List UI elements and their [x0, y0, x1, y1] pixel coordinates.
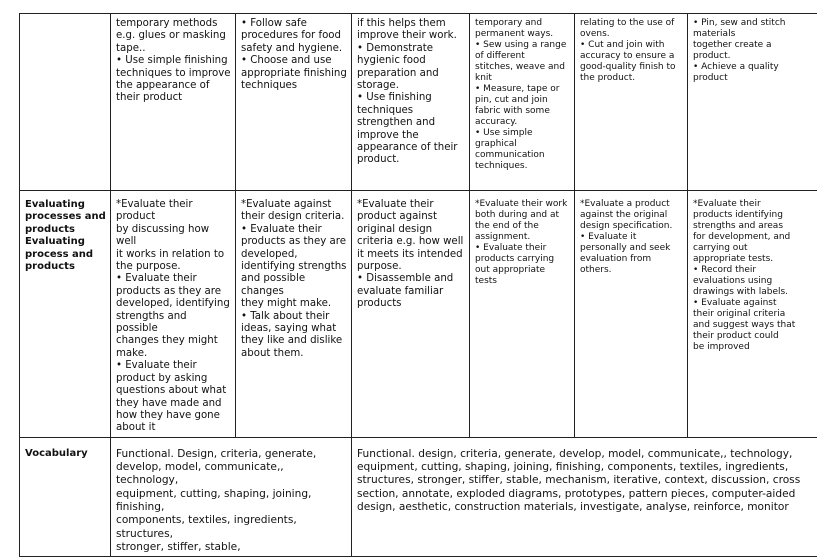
cell-line: product. [693, 51, 814, 62]
cell-line: about them. [241, 348, 347, 360]
cell-line: *Evaluate their [693, 199, 814, 210]
cell-line: assignment. [475, 232, 570, 243]
row-label-vocabulary [20, 437, 111, 556]
cell-line: *Evaluate their product [116, 199, 231, 224]
table-row-making-continued [20, 14, 817, 191]
cell-line: techniques [357, 105, 465, 117]
cell-line: • Evaluate their [475, 243, 570, 254]
cell-line: evaluation from [580, 254, 683, 265]
cell-line: carrying out [693, 243, 814, 254]
cell-line: stitches, weave and [475, 62, 570, 73]
cell-line: product by asking [116, 373, 231, 385]
cell-line: materials [693, 29, 814, 40]
cell-line: develop, model, communicate,, technology, [116, 461, 347, 488]
cell-line: products [357, 298, 465, 310]
cell-line: make. [116, 348, 231, 360]
cell-line: knit [475, 73, 570, 84]
cell-line: tape.. [116, 43, 231, 55]
cell-line: • Use simple [475, 128, 570, 139]
cell-line: their product could [693, 331, 814, 342]
cell-line: developed, identifying [116, 298, 231, 310]
row-label-evaluating [20, 191, 111, 438]
cell-line: products as they are [116, 286, 231, 298]
cell-line: good-quality finish to [580, 62, 683, 73]
cell-line: others. [580, 265, 683, 276]
cell-line: their original criteria [693, 309, 814, 320]
cell-line: temporary and [475, 18, 570, 29]
cell-line: techniques [241, 80, 347, 92]
cell-line: Vocabulary [25, 448, 106, 460]
cell-line: procedures for food [241, 30, 347, 42]
cell-line: it works in relation to [116, 249, 231, 261]
cell-line: design, aesthetic, construction materials, investigate, analyse, reinforce, monitor [357, 501, 814, 514]
cell-line: Evaluating [25, 199, 106, 211]
cell-line: developed, [241, 249, 347, 261]
cell-line: section, annotate, exploded diagrams, prototypes, pattern pieces, computer-aided [357, 488, 814, 501]
cell-line: of different [475, 51, 570, 62]
cell-line: appropriate tests. [693, 254, 814, 265]
cell-line: and possible changes [241, 273, 347, 298]
cell-line: processes and [25, 211, 106, 223]
cell-line: it meets its intended [357, 249, 465, 261]
cell-line: • Evaluate their [116, 273, 231, 285]
cell-line: • Sew using a range [475, 40, 570, 51]
cell-line: how they have gone [116, 410, 231, 422]
cell-line: storage. [357, 80, 465, 92]
cell-line: appropriate finishing [241, 68, 347, 80]
cell-line: • Evaluate their [241, 224, 347, 236]
cell-line: Functional. Design, criteria, generate, [116, 448, 347, 461]
cell-line: relating to the use of [580, 18, 683, 29]
cell-line: fabric with some [475, 106, 570, 117]
cell-line: the product. [580, 73, 683, 84]
cell-line: personally and seek [580, 243, 683, 254]
cell-line: drawings with labels. [693, 287, 814, 298]
cell-line: improve the [357, 130, 465, 142]
cell-line: • Follow safe [241, 18, 347, 30]
cell-line: • Record their [693, 265, 814, 276]
cell-line: process and [25, 249, 106, 261]
cell-line: *Evaluate their [357, 199, 465, 211]
cell-line: • Cut and join with [580, 40, 683, 51]
cell-line: • Talk about their [241, 311, 347, 323]
table-row-vocabulary [20, 437, 817, 556]
cell-line: *Evaluate against [241, 199, 347, 211]
cell-line: equipment, cutting, shaping, joining, finishing, components, textiles, ingredients, [357, 461, 814, 474]
cell-line: strengthen and [357, 117, 465, 129]
cell-making-col3 [352, 14, 470, 191]
cell-line: the end of the [475, 221, 570, 232]
cell-line: products identifying [693, 210, 814, 221]
cell-line: • Disassemble and [357, 273, 465, 285]
cell-line: products [25, 224, 106, 236]
cell-line: products [25, 261, 106, 273]
cell-line: and suggest ways that [693, 320, 814, 331]
cell-line: equipment, cutting, shaping, joining, finishing, [116, 488, 347, 515]
cell-line: temporary methods [116, 18, 231, 30]
cell-line: their design criteria. [241, 211, 347, 223]
cell-line: out appropriate [475, 265, 570, 276]
cell-line: Evaluating [25, 236, 106, 248]
cell-line: communication [475, 150, 570, 161]
cell-line: the appearance of [116, 80, 231, 92]
cell-line: original design [357, 224, 465, 236]
cell-line: products as they are [241, 236, 347, 248]
cell-line: e.g. glues or masking [116, 30, 231, 42]
cell-line: *Evaluate their work [475, 199, 570, 210]
cell-line: strengths and areas [693, 221, 814, 232]
cell-line: • Evaluate against [693, 298, 814, 309]
row-label-empty [20, 14, 111, 191]
cell-line: against the original [580, 210, 683, 221]
cell-line: design specification. [580, 221, 683, 232]
cell-line: hygienic food [357, 55, 465, 67]
cell-line: *Evaluate a product [580, 199, 683, 210]
cell-making-col6 [688, 14, 817, 191]
cell-line: product. [357, 154, 465, 166]
cell-line: preparation and [357, 68, 465, 80]
cell-line: product [693, 73, 814, 84]
cell-line: • Use finishing [357, 92, 465, 104]
cell-line: structures, stronger, stiffer, stable, mechanism, iterative, context, discussion, cross [357, 474, 814, 487]
cell-line: • Choose and use [241, 55, 347, 67]
cell-line: • Evaluate their [116, 360, 231, 372]
cell-making-col1 [111, 14, 236, 191]
cell-evaluating-col4 [470, 191, 575, 438]
cell-line: by discussing how well [116, 224, 231, 249]
cell-line: tests [475, 276, 570, 287]
cell-line: graphical [475, 139, 570, 150]
cell-line: product against [357, 211, 465, 223]
cell-line: evaluate familiar [357, 286, 465, 298]
cell-line: permanent ways. [475, 29, 570, 40]
cell-line: ideas, saying what [241, 323, 347, 335]
cell-vocabulary-right [352, 437, 817, 556]
cell-evaluating-col3 [352, 191, 470, 438]
cell-line: the purpose. [116, 261, 231, 273]
cell-line: pin, cut and join [475, 95, 570, 106]
cell-line: identifying strengths [241, 261, 347, 273]
cell-line: evaluations using [693, 276, 814, 287]
cell-evaluating-col2 [236, 191, 352, 438]
cell-line: changes they might [116, 335, 231, 347]
cell-line: • Achieve a quality [693, 62, 814, 73]
cell-line: techniques to improve [116, 68, 231, 80]
cell-line: accuracy. [475, 117, 570, 128]
cell-evaluating-col1 [111, 191, 236, 438]
cell-line: ovens. [580, 29, 683, 40]
cell-line: they like and dislike [241, 335, 347, 347]
cell-evaluating-col5 [575, 191, 688, 438]
cell-making-col2 [236, 14, 352, 191]
cell-making-col5 [575, 14, 688, 191]
cell-line: improve their work. [357, 30, 465, 42]
cell-line: techniques. [475, 161, 570, 172]
cell-line: purpose. [357, 261, 465, 273]
cell-line: about it [116, 422, 231, 434]
curriculum-table [19, 13, 817, 557]
cell-line: • Use simple finishing [116, 55, 231, 67]
cell-line: be improved [693, 342, 814, 353]
table-row-evaluating [20, 191, 817, 438]
cell-line: safety and hygiene. [241, 43, 347, 55]
cell-line: • Pin, sew and stitch [693, 18, 814, 29]
cell-line: criteria e.g. how well [357, 236, 465, 248]
cell-line: Functional. design, criteria, generate, develop, model, communicate,, technology, [357, 448, 814, 461]
cell-line: stronger, stiffer, stable, [116, 541, 347, 554]
cell-vocabulary-left [111, 437, 352, 556]
cell-making-col4 [470, 14, 575, 191]
cell-line: accuracy to ensure a [580, 51, 683, 62]
cell-line: strengths and possible [116, 311, 231, 336]
cell-line: for development, and [693, 232, 814, 243]
cell-line: they have made and [116, 398, 231, 410]
cell-line: appearance of their [357, 142, 465, 154]
cell-evaluating-col6 [688, 191, 817, 438]
cell-line: they might make. [241, 298, 347, 310]
cell-line: if this helps them [357, 18, 465, 30]
cell-line: products carrying [475, 254, 570, 265]
cell-line: their product [116, 92, 231, 104]
cell-line: questions about what [116, 385, 231, 397]
cell-line: • Demonstrate [357, 43, 465, 55]
cell-line: • Measure, tape or [475, 84, 570, 95]
cell-line: • Evaluate it [580, 232, 683, 243]
cell-line: both during and at [475, 210, 570, 221]
cell-line: together create a [693, 40, 814, 51]
cell-line: components, textiles, ingredients, structures, [116, 514, 347, 541]
